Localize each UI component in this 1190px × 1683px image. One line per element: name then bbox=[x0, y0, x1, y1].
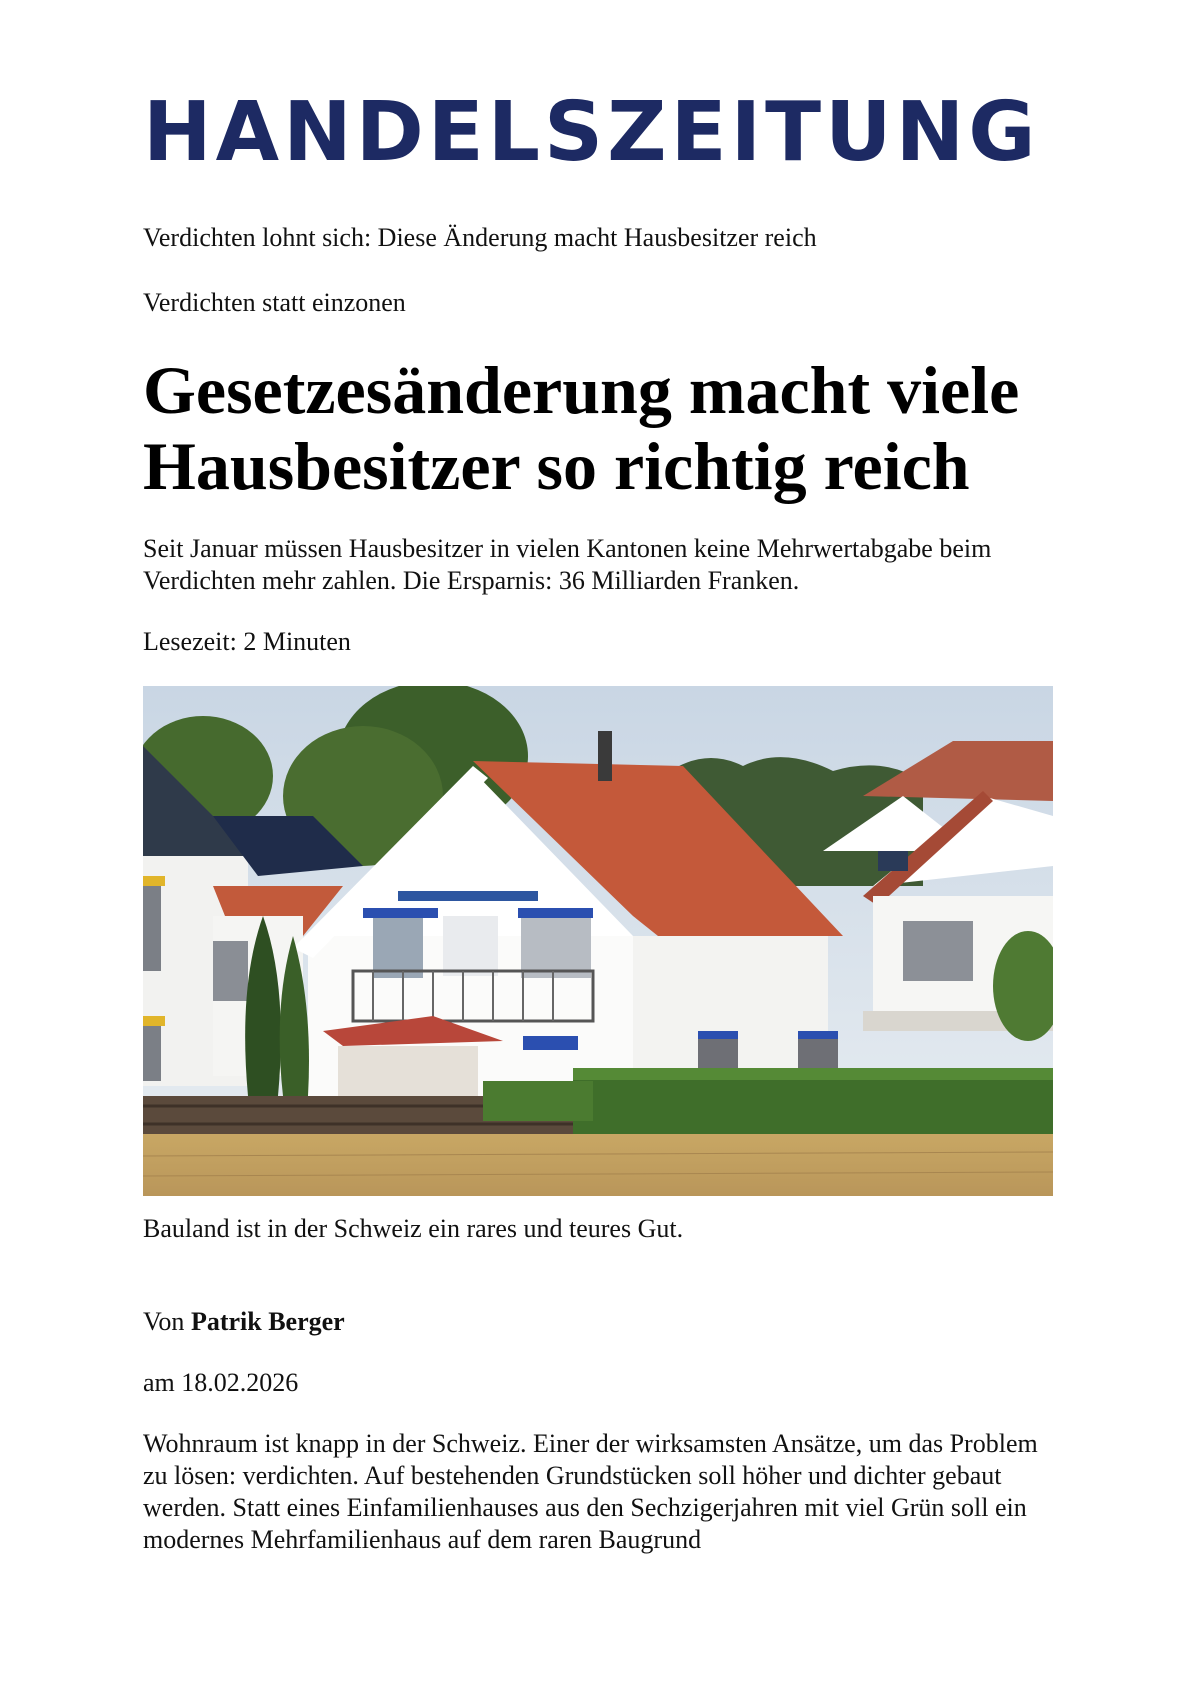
houses-photo bbox=[143, 686, 1053, 1196]
article-body-paragraph: Wohnraum ist knapp in der Schweiz. Einer der wirksamsten Ansätze, um das Problem zu lösen: verdichten. Auf bestehenden Grundstücken soll höher und dichter gebaut werden. Statt eines Einfamilienhauses aus den Sechzigerjahren mit viel Grün soll ein modernes Mehrfamilienhaus auf dem raren Baugrund bbox=[143, 1429, 1038, 1554]
masthead-logo[interactable]: HANDELSZEITUNG bbox=[143, 85, 1040, 180]
byline-prefix: Von bbox=[143, 1307, 185, 1336]
article-photo bbox=[143, 686, 1053, 1196]
article-headline: Gesetzesänderung macht viele Hausbesitzer so richtig reich bbox=[143, 352, 1020, 504]
photo-caption: Bauland ist in der Schweiz ein rares und teures Gut. bbox=[143, 1214, 684, 1243]
article-subkicker: Verdichten statt einzonen bbox=[143, 288, 406, 317]
article-lead: Seit Januar müssen Hausbesitzer in vielen Kantonen keine Mehrwertabgabe beim Verdichten mehr zahlen. Die Ersparnis: 36 Milliarden Franken. bbox=[143, 534, 992, 595]
article-byline bbox=[143, 1306, 1053, 1338]
author-name[interactable]: Patrik Berger bbox=[190, 1307, 345, 1336]
article-date: am 18.02.2026 bbox=[143, 1368, 299, 1397]
article-kicker: Verdichten lohnt sich: Diese Änderung macht Hausbesitzer reich bbox=[143, 223, 817, 252]
reading-time: Lesezeit: 2 Minuten bbox=[143, 627, 351, 656]
